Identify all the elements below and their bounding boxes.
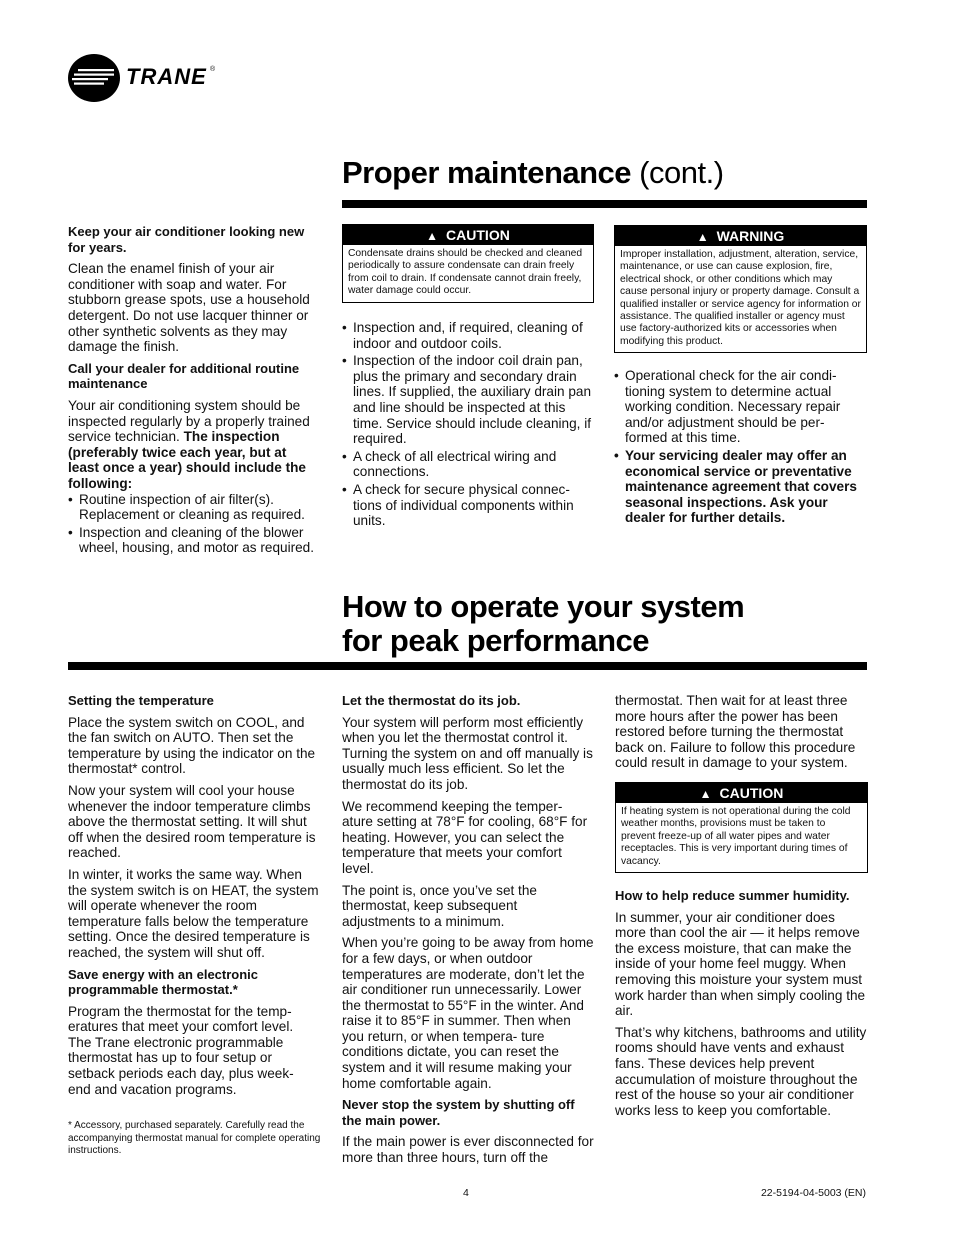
caution-header: ▲ CAUTION [343, 225, 593, 245]
list-item: • Routine inspection of air filter(s). Replacement or cleaning as required. [68, 492, 320, 523]
paragraph: Now your system will cool your house whenever the indoor temperature climbs above the thermostat setting. It will shut off when the desired room temperature is reached. [68, 782, 316, 861]
document-number: 22-5194-04-5003 (EN) [760, 1187, 866, 1199]
caution-box [615, 782, 868, 873]
footnote: * Accessory, purchased separately. Carefully read the accompanying thermostat manual for complete operating instructions. [68, 1120, 321, 1156]
paragraph: Clean the enamel finish of your air conditioner with soap and water. For stubborn grease spots, use a household detergent. Do not use lacquer thinner or other synthetic solvents as they may damage the finish. [68, 261, 310, 355]
caution-text: If heating system is not operational during the cold weather months, provisions must be taken to prevent freeze-up of all water pipes and water receptacles. This is very important during times of vacancy. [621, 806, 851, 867]
caution-text: Condensate drains should be checked and cleaned periodically to assure condensate can drain freely from coil to drain. If condensate cannot drain freely, water damage could occur. [348, 248, 583, 297]
brand-registered: ® [210, 66, 216, 73]
paragraph: Your system will perform most efficiently when you let the thermostat control it. Turning the system on and off manually is usually much less efficient. So let the thermostat do its job. [342, 714, 593, 792]
bullet-list [342, 320, 592, 529]
subheading: Keep your air conditioner looking new for years. [68, 224, 305, 255]
maintenance-col-2 [342, 320, 592, 531]
paragraph: Program the thermostat for the temp- eratures that meet your comfort level. The Trane electronic programmable thermostat has up to four setup or setback periods each day, plus week- end and vacation programs. [68, 1003, 294, 1097]
subheading: Let the thermostat do its job. [342, 693, 521, 708]
operate-col-3 [615, 693, 867, 777]
section-rule [68, 662, 867, 670]
trane-logo-mark [68, 52, 120, 104]
trane-logo [68, 52, 268, 104]
warning-box [614, 225, 867, 353]
paragraph: Your air conditioning system should be inspected regularly by a properly trained service technician. The inspection (preferably twice each year, but at least once a year) should include the following: [68, 397, 310, 491]
warning-triangle-icon: ▲ [696, 230, 709, 244]
operate-col-1 [68, 693, 320, 1103]
bullet-list [68, 492, 320, 556]
list-item: • Inspection and, if required, cleaning of indoor and outdoor coils. [342, 320, 592, 351]
maintenance-col-1 [68, 224, 320, 558]
warning-header: ▲ WARNING [615, 226, 866, 246]
maintenance-col-3 [614, 368, 866, 528]
subheading: Call your dealer for additional routine maintenance [68, 360, 300, 392]
brand-name: TRANE [126, 64, 207, 89]
paragraph: In winter, it works the same way. When the system switch is on HEAT, the system will operate whenever the room temperature falls below the temperature setting. Once the desired temperature is reached, the system will shut off. [68, 866, 319, 960]
paragraph: When you’re going to be away from home for a few days, or when outdoor temperatures are moderate, don’t let the air conditioner run unnecessarily. Lower the thermostat to 55°F in the winter. And raise it to 85°F in summer. Then when you return, or when tempera- ture conditions dictate, you can reset the system and it will resume making your home comfortable again. [342, 935, 594, 1091]
list-item: • Inspection and cleaning of the blower wheel, housing, and motor as required. [68, 525, 320, 556]
paragraph: If the main power is ever disconnected for more than three hours, turn off the [342, 1134, 594, 1166]
paragraph: In summer, your air conditioner does more than cool the air — it helps remove the excess moisture, that can make the inside of your home feel muggy. When removing this moisture your system must work harder than when simply cooling the air. [615, 909, 866, 1019]
list-item: • Your servicing dealer may offer an economical service or preventative maintenance agreement that covers seasonal inspections. Ask your dealer for further details. [614, 448, 866, 526]
paragraph: That’s why kitchens, bathrooms and utility rooms should have vents and exhaust fans. These devices help prevent accumulation of moisture throughout the rest of the house so your air conditioner works less to keep you comfortable. [615, 1024, 867, 1118]
warning-text: Improper installation, adjustment, alteration, service, maintenance, or use can cause explosion, fire, electrical shock, or other conditions which may cause personal injury or property damage. Consult a qualified installer or service agency for information or assistance. The qualified installer or agency must use factory-authorized kits or accessories when modifying this product. [620, 249, 861, 347]
section-rule [342, 200, 867, 208]
paragraph: Place the system switch on COOL, and the fan switch on AUTO. Then set the temperature by using the indicator on the thermostat* control. [68, 714, 316, 777]
subheading: Setting the temperature [68, 693, 214, 708]
page-number: 4 [463, 1187, 469, 1199]
operate-col-3-lower [615, 888, 867, 1124]
caution-header: ▲ CAUTION [616, 783, 867, 803]
paragraph: We recommend keeping the temper- ature setting at 78°F for cooling, 68°F for heating. However, you can select the temperature that meets your comfort level. [342, 798, 588, 876]
list-item: • A check for secure physical connec- tions of individual components within units. [342, 482, 592, 529]
paragraph: thermostat. Then wait for at least three more hours after the power has been restored before turning the thermostat back on. Failure to follow this procedure could result in damage to your system. [615, 693, 856, 771]
paragraph: The point is, once you’ve set the thermostat, keep subsequent adjustments to a minimum. [342, 882, 537, 929]
list-item: • Inspection of the indoor coil drain pan, plus the primary and secondary drain lines. If supplied, the auxiliary drain pan and line should be inspected at this time. Service should include cleaning, if required. [342, 353, 592, 447]
list-item: • Operational check for the air condi- tioning system to determine actual working condition. Necessary repair and/or adjustment should be per- formed at this time. [614, 368, 866, 446]
operate-col-2 [342, 693, 594, 1172]
subheading: Never stop the system by shutting off the main power. [342, 1097, 575, 1128]
warning-triangle-icon: ▲ [699, 787, 712, 801]
subheading: How to help reduce summer humidity. [615, 888, 850, 903]
list-item: • A check of all electrical wiring and connections. [342, 449, 592, 480]
section-title-maintenance: Proper maintenance (cont.) [342, 155, 724, 190]
bullet-list [614, 368, 866, 526]
section-title-operate: How to operate your system for peak performance [342, 589, 745, 658]
subheading: Save energy with an electronic programmable thermostat.* [68, 966, 259, 998]
warning-triangle-icon: ▲ [426, 229, 439, 243]
caution-box [342, 224, 594, 303]
